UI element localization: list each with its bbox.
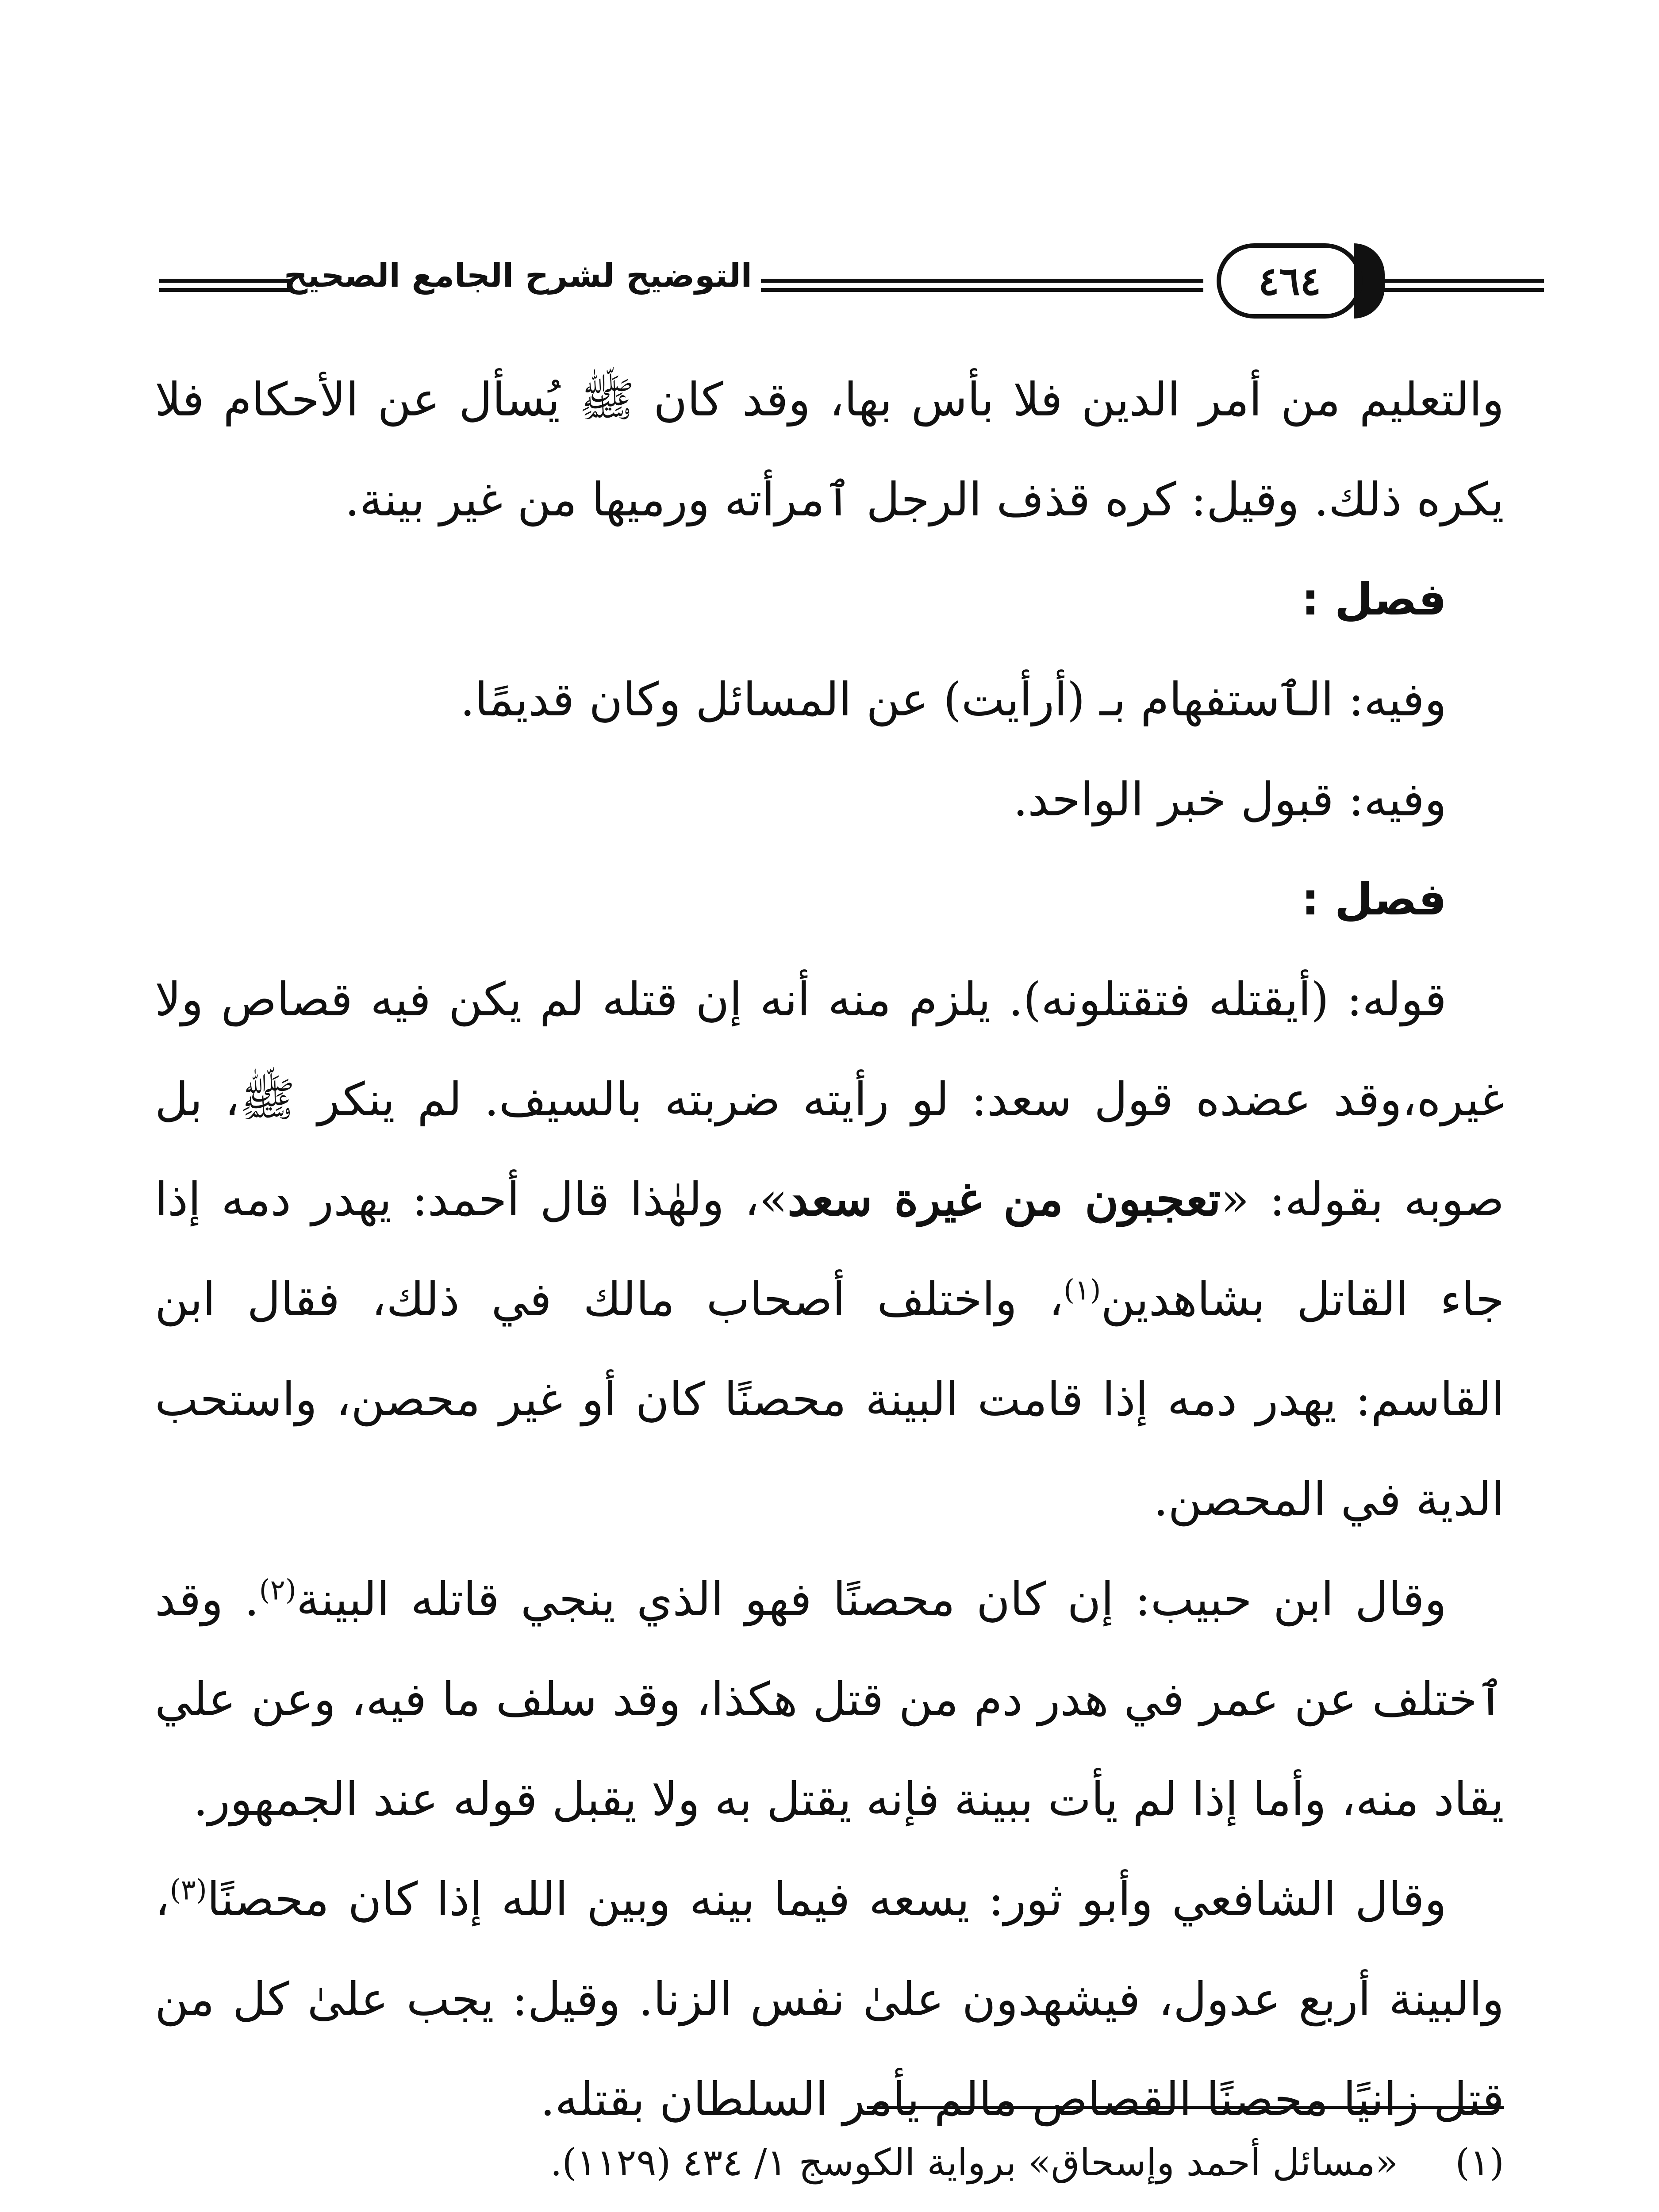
text-run: ، والبينة أربع عدول، فيشهدون علىٰ نفس الزنا. وقيل: يجب علىٰ كل من قتل زانيًا محصنًا القصاص مالم يأمر السلطان بقتله.	[155, 1872, 1504, 2126]
footnote-separator	[867, 2106, 1504, 2109]
paragraph	[155, 1549, 1504, 1849]
header-rule-left	[159, 279, 292, 292]
footnote-number	[1455, 2201, 1504, 2212]
footnote-ref: (٣)	[169, 1874, 207, 1907]
footnote-number: (١)	[1455, 2141, 1504, 2184]
paragraph: وفيه: الٱستفهام بـ (أرأيت) عن المسائل وكان قديمًا.	[460, 672, 1447, 726]
book-title: التوضيح لشرح الجامع الصحيح	[284, 257, 752, 295]
footnotes	[155, 2124, 1504, 2212]
footnote	[155, 2201, 1504, 2212]
text-run: ، واختلف أصحاب مالك في ذلك، فقال ابن القاسم: يهدر دمه إذا قامت البينة محصنًا كان أو غير محصن، واستحب الدية في المحصن.	[155, 1272, 1504, 1526]
paragraph	[155, 1849, 1504, 2149]
footnote-ref: (١)	[1064, 1274, 1101, 1307]
footnote	[155, 2124, 1504, 2201]
paragraph: والتعليم من أمر الدين فلا بأس بها، وقد كان ﷺ يُسأل عن الأحكام فلا يكره ذلك. وقيل: كره قذف الرجل ٱمرأته ورميها من غير بينة.	[155, 373, 1504, 526]
text-run: وقال الشافعي وأبو ثور: يسعه فيما بينه وبين الله إذا كان محصنًا	[207, 1872, 1447, 1926]
text-run: »، ولهٰذا قال أحمد: يهدر دمه إذا جاء القاتل بشاهدين	[155, 1172, 1504, 1326]
section-heading: فصل :	[1301, 873, 1447, 925]
text-run: وقال ابن حبيب: إن كان محصنًا فهو الذي ينجي قاتله البينة	[296, 1572, 1447, 1626]
footnote-ref: (٢)	[259, 1574, 296, 1607]
footnote-text: «مسائل أحمد وإسحاق» برواية الكوسج ١/ ٤٣٤ (١١٢٩).	[550, 2141, 1398, 2184]
text-run: قوله: (أيقتله فتقتلونه). يلزم منه أنه إن قتله لم يكن فيه قصاص ولا غيره،وقد عضده قول سعد: لو رأيته ضربته بالسيف. لم ينكر ﷺ، بل صوبه بقوله: «	[155, 972, 1505, 1226]
text-run: . وقد ٱختلف عن عمر في هدر دم من قتل هكذا، وقد سلف ما فيه، وعن علي يقاد منه، وأما إذا لم يأت ببينة فإنه يقتل به ولا يقبل قوله عند الجمهور.	[155, 1572, 1504, 1826]
paragraph: وفيه: قبول خبر الواحد.	[1013, 772, 1447, 826]
hadith-quote: تعجبون من غيرة سعد	[787, 1172, 1221, 1226]
section-heading: فصل :	[1301, 573, 1447, 625]
main-text	[155, 349, 1504, 2149]
page-header	[159, 230, 1544, 332]
paragraph	[155, 949, 1504, 1549]
header-rule-right	[1380, 279, 1544, 292]
header-rule-middle	[761, 279, 1203, 292]
page-number: ٤٦٤	[1217, 243, 1363, 319]
